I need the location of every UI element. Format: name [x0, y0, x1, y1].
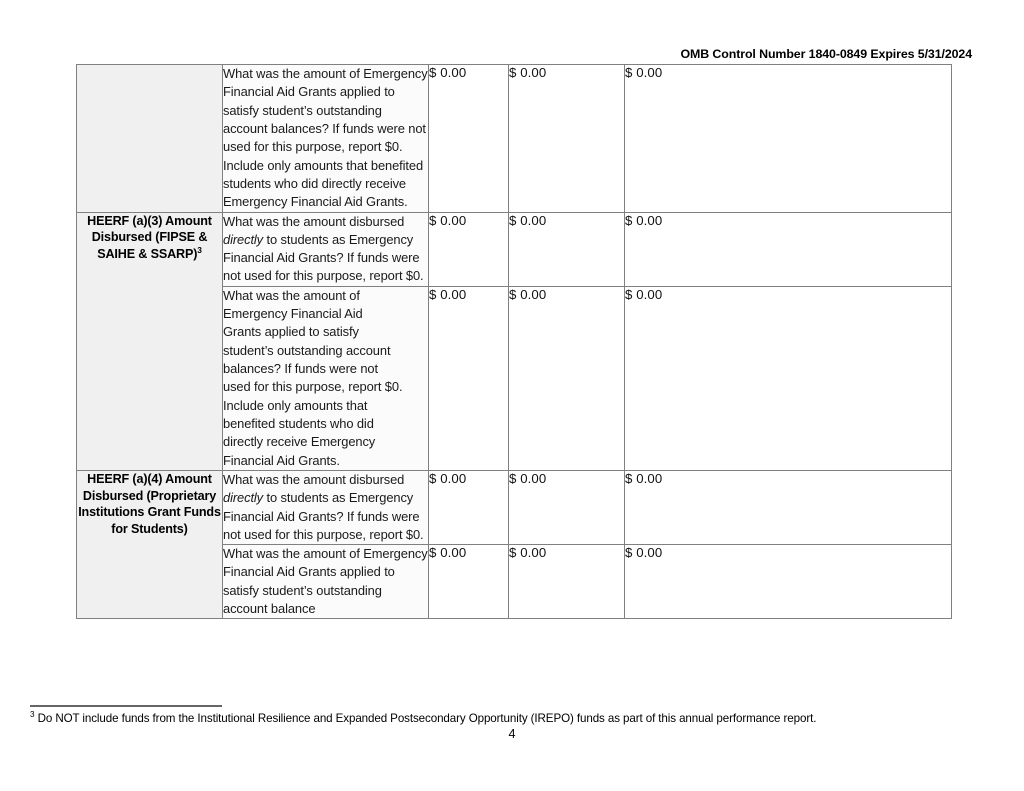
amount-cell-2[interactable]: $ 0.00: [509, 212, 625, 286]
amount-cell-1[interactable]: $ 0.00: [429, 212, 509, 286]
amount-cell-3[interactable]: $ 0.00: [625, 212, 952, 286]
amount-cell-1[interactable]: $ 0.00: [429, 470, 509, 544]
section-label-heerf-a3: [77, 212, 223, 470]
amount-cell-3[interactable]: $ 0.00: [625, 286, 952, 470]
amount-cell-3[interactable]: $ 0.00: [625, 65, 952, 213]
table-row: [77, 65, 952, 213]
amount-cell-1[interactable]: $ 0.00: [429, 286, 509, 470]
question-part: to students as Emergency Financial Aid Grants? If funds were not used for this purpose, report $0.: [223, 490, 424, 542]
amount-cell-1[interactable]: $ 0.00: [429, 65, 509, 213]
section-label-text: HEERF (a)(3) Amount Disbursed (FIPSE & SAIHE & SSARP): [87, 213, 212, 261]
question-part: What was the amount disbursed: [223, 213, 405, 229]
page-number: 4: [508, 727, 516, 741]
amount-cell-2[interactable]: $ 0.00: [509, 470, 625, 544]
table-row: [77, 212, 952, 286]
footnote-marker: 3: [30, 710, 35, 720]
question-part: What was the amount disbursed: [223, 471, 405, 487]
footnote-separator-rule: [30, 705, 222, 707]
question-text: [223, 212, 429, 286]
section-label-text: HEERF (a)(4) Amount Disbursed (Proprietary Institutions Grant Funds for Students): [78, 471, 221, 537]
question-part: What was the amount of Emergency Financial Aid Grants applied to satisfy student’s outstanding account balance: [223, 546, 428, 617]
amount-cell-1[interactable]: $ 0.00: [429, 545, 509, 619]
section-label-heerf-a4: [77, 470, 223, 619]
question-emphasis: directly: [223, 490, 264, 506]
question-part: to students as Emergency Financial Aid Grants? If funds were not used for this purpose, report $0.: [223, 231, 424, 284]
question-text: [223, 545, 429, 619]
omb-control-header: OMB Control Number 1840-0849 Expires 5/31/2024: [680, 47, 972, 61]
amount-cell-3[interactable]: $ 0.00: [625, 545, 952, 619]
section-label-continuation: [77, 65, 223, 213]
amount-cell-2[interactable]: $ 0.00: [509, 65, 625, 213]
heerf-disbursement-table: [76, 64, 952, 619]
question-text: [223, 65, 429, 213]
question-text: [223, 470, 429, 544]
question-emphasis: directly: [223, 231, 264, 247]
question-part: What was the amount of Emergency Financial Aid Grants applied to satisfy student’s outstanding account balances? If funds were not used for this purpose, report $0. Include only amounts that benefited students who did directly receive Emergency Financial Aid Grants.: [223, 287, 403, 468]
amount-cell-3[interactable]: $ 0.00: [625, 470, 952, 544]
table-row: [77, 470, 952, 544]
amount-cell-2[interactable]: $ 0.00: [509, 545, 625, 619]
footnote-ref-3: 3: [197, 244, 202, 255]
amount-cell-2[interactable]: $ 0.00: [509, 286, 625, 470]
question-text: [223, 286, 429, 470]
question-part: What was the amount of Emergency Financial Aid Grants applied to satisfy student’s outstanding account balances? If funds were not used for this purpose, report $0. Include only amounts that benefited students who did directly receive Emergency Financial Aid Grants.: [223, 66, 428, 210]
footnote: [30, 711, 990, 727]
footnote-body: Do NOT include funds from the Institutional Resilience and Expanded Postsecondary Opportunity (IREPO) funds as part of this annual performance report.: [34, 712, 817, 725]
